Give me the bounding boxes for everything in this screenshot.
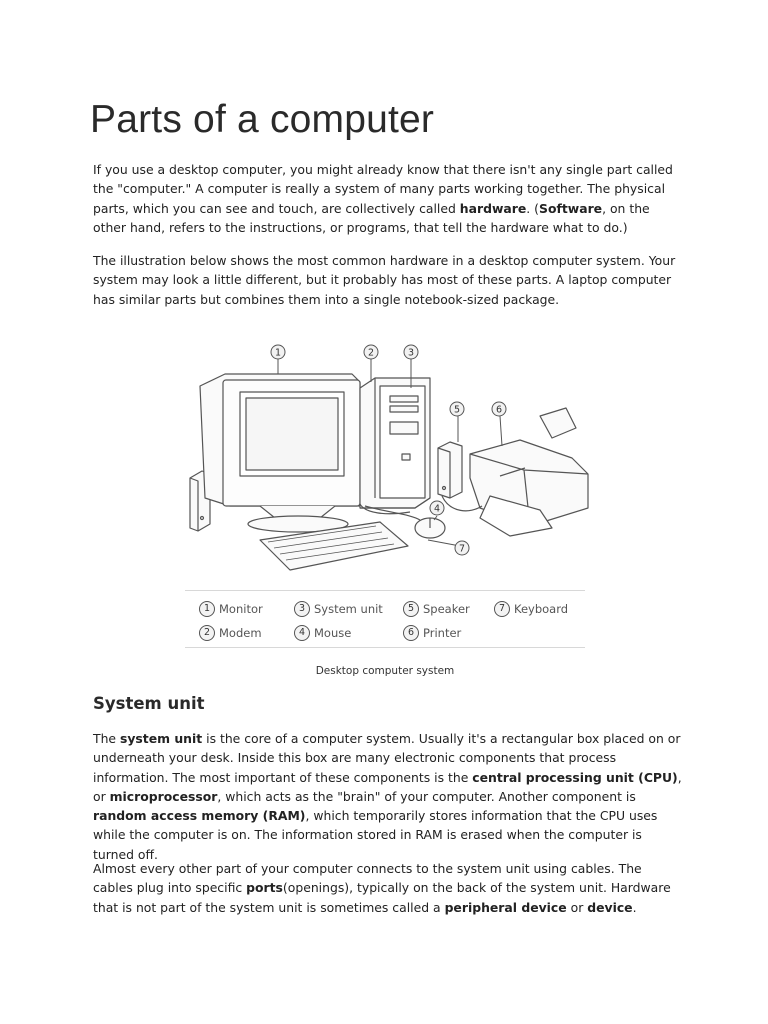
legend-label: Modem [219,626,262,640]
system-unit-paragraph-2 [93,859,683,917]
bold-term-device: device [587,899,633,915]
monitor-drawing [200,374,360,532]
text-run: or [566,899,588,915]
figure-caption: Desktop computer system [315,665,455,677]
bold-term-cpu: central processing unit (CPU) [472,769,678,785]
legend-number: 4 [294,625,310,641]
right-speaker-drawing [438,442,462,498]
bold-term-ports: ports [246,880,283,896]
text-run: . [632,899,637,915]
legend-item-modem [199,625,262,641]
text-run: , which temporarily stores information that the CPU uses while the computer is on. The information stored in RAM is erased when the computer is turned off. [93,808,658,862]
legend-label: Keyboard [514,602,569,616]
legend-item-printer [403,625,461,641]
legend-number: 5 [403,601,419,617]
legend-label: Monitor [219,602,263,616]
text-run: Almost every other part of your computer connects to the system unit using cables. The cables plug into specific [93,861,642,896]
legend-label: Printer [423,626,462,640]
text-run: is the core of a computer system. Usually it's a rectangular box placed on or underneath your desk. Inside this box are many electronic components that process information. The most important of these components is the [93,731,681,785]
figure-legend [185,590,585,648]
legend-item-mouse [294,625,351,641]
legend-item-monitor [199,601,263,617]
bold-term-microprocessor: microprocessor [109,788,218,804]
printer-drawing [470,408,588,536]
intro-paragraph-2: The illustration below shows the most common hardware in a desktop computer system. Your system may look a little different, but it probably has most of these parts. A laptop computer has similar parts but combines them into a single notebook-sized package. [93,253,676,307]
legend-item-speaker [403,601,470,617]
callout-6 [492,402,506,416]
system-unit-paragraph-1 [93,729,683,864]
callout-7 [455,541,469,555]
legend-number: 2 [199,625,215,641]
callout-4 [430,501,444,515]
section-heading-system-unit: System unit [93,694,205,713]
text-run: (openings), typically on the back of the system unit. Hardware that is not part of the system unit is sometimes called a [93,880,671,915]
legend-number: 7 [494,601,510,617]
callout-1-label: 1 [274,347,282,359]
callout-5 [450,402,464,416]
intro-paragraph-1 [93,160,683,237]
callout-1 [271,345,285,359]
text-run: . ( [526,200,540,216]
text-run: The [93,731,120,746]
callout-5-label: 5 [453,404,461,416]
system-unit-drawing [360,378,430,508]
legend-label: System unit [314,602,383,616]
callout-6-label: 6 [495,404,503,416]
desktop-computer-illustration [180,338,600,588]
callout-7-label: 7 [458,543,466,555]
legend-label: Mouse [314,626,352,640]
bold-term-ram: random access memory (RAM) [93,808,306,824]
legend-number: 3 [294,601,310,617]
bold-term-hardware: hardware [459,200,527,216]
callout-4-label: 4 [433,503,441,515]
legend-label: Speaker [423,602,470,616]
bold-term-system-unit: system unit [119,731,203,746]
legend-item-system-unit [294,601,383,617]
callout-2-label: 2 [367,347,375,359]
legend-number: 6 [403,625,419,641]
text-run: , which acts as the "brain" of your computer. Another component is [217,788,636,804]
callout-3 [404,345,418,359]
legend-item-keyboard [494,601,568,617]
page-title: Parts of a computer [90,98,435,141]
bold-term-peripheral-device: peripheral device [444,899,567,915]
text-run: If you use a desktop computer, you might already know that there isn't any single part called the "computer." A computer is really a system of many parts working together. The physical parts, which you can see and touch, are collectively called [93,162,673,216]
bold-term-software: Software [539,200,603,216]
callout-2 [364,345,378,359]
callout-3-label: 3 [407,347,415,359]
text-run: , or [93,769,682,804]
legend-number: 1 [199,601,215,617]
text-run: , on the other hand, refers to the instructions, or programs, that tell the hardware what to do.) [93,200,650,235]
computer-system-drawing [180,338,600,588]
